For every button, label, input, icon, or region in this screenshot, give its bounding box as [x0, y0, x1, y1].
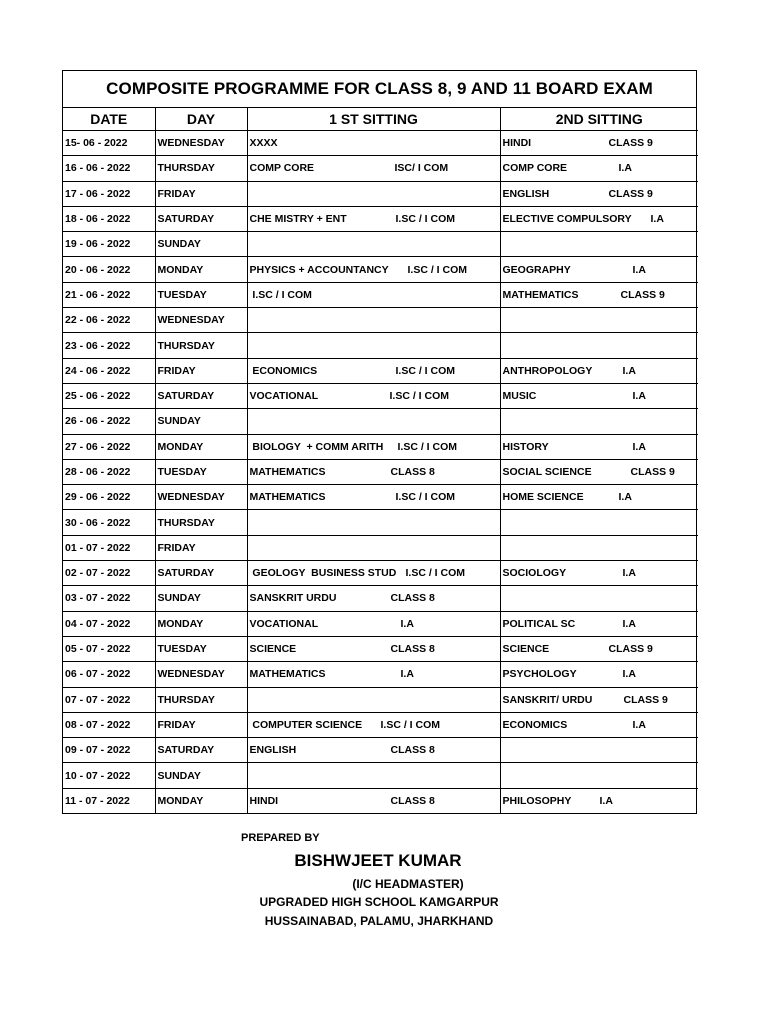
table-row — [63, 459, 698, 484]
first-sitting-group: CLASS 8 — [390, 643, 435, 656]
second-sitting-cell — [500, 257, 698, 282]
table-row — [63, 763, 698, 788]
date-cell: 19 - 06 - 2022 — [63, 232, 155, 257]
second-sitting-subject: COMP CORE — [502, 162, 568, 175]
first-sitting-cell — [247, 738, 500, 763]
first-sitting-subject: HINDI — [249, 794, 279, 807]
day-cell: WEDNESDAY — [155, 662, 247, 687]
first-sitting-group: I.A — [400, 617, 414, 630]
date-cell: 21 - 06 - 2022 — [63, 282, 155, 307]
second-sitting-group: I.A — [632, 718, 646, 731]
day-cell: MONDAY — [155, 611, 247, 636]
header-day: DAY — [155, 108, 247, 131]
first-sitting-subject: MATHEMATICS — [249, 668, 326, 681]
document-title: COMPOSITE PROGRAMME FOR CLASS 8, 9 AND 11 BOARD EXAM — [63, 71, 696, 108]
second-sitting-cell — [500, 206, 698, 231]
first-sitting-cell — [247, 712, 500, 737]
second-sitting-cell — [500, 788, 698, 813]
second-sitting-cell — [500, 232, 698, 257]
second-sitting-group: I.A — [622, 668, 636, 681]
first-sitting-subject: VOCATIONAL — [249, 390, 319, 403]
table-row — [63, 232, 698, 257]
first-sitting-cell — [247, 561, 500, 586]
day-cell: MONDAY — [155, 257, 247, 282]
first-sitting-cell — [247, 206, 500, 231]
date-cell: 26 - 06 - 2022 — [63, 409, 155, 434]
schedule-table — [63, 108, 698, 813]
day-cell: THURSDAY — [155, 687, 247, 712]
first-sitting-group: I.SC / I COM — [405, 567, 466, 580]
second-sitting-subject: HISTORY — [502, 440, 549, 453]
day-cell: TUESDAY — [155, 636, 247, 661]
date-cell: 28 - 06 - 2022 — [63, 459, 155, 484]
date-cell: 07 - 07 - 2022 — [63, 687, 155, 712]
day-cell: SUNDAY — [155, 409, 247, 434]
table-row — [63, 333, 698, 358]
second-sitting-group: I.A — [599, 794, 613, 807]
first-sitting-cell — [247, 434, 500, 459]
table-row — [63, 586, 698, 611]
second-sitting-cell — [500, 611, 698, 636]
second-sitting-cell — [500, 636, 698, 661]
first-sitting-subject: MATHEMATICS — [249, 466, 326, 478]
day-cell: THURSDAY — [155, 510, 247, 535]
table-row — [63, 788, 698, 813]
first-sitting-group: CLASS 8 — [390, 744, 435, 757]
first-sitting-cell — [247, 662, 500, 687]
second-sitting-group: I.A — [622, 567, 636, 580]
second-sitting-cell — [500, 712, 698, 737]
first-sitting-group: CLASS 8 — [390, 466, 435, 478]
second-sitting-cell — [500, 561, 698, 586]
header-date: DATE — [63, 108, 155, 131]
table-row — [63, 156, 698, 181]
second-sitting-cell — [500, 308, 698, 333]
table-row — [63, 535, 698, 560]
first-sitting-cell — [247, 383, 500, 408]
day-cell: FRIDAY — [155, 712, 247, 737]
table-row — [63, 687, 698, 712]
date-cell: 17 - 06 - 2022 — [63, 181, 155, 206]
date-cell: 24 - 06 - 2022 — [63, 358, 155, 383]
second-sitting-subject: POLITICAL SC — [502, 617, 576, 630]
first-sitting-cell — [247, 181, 500, 206]
first-sitting-cell — [247, 763, 500, 788]
first-sitting-subject: VOCATIONAL — [249, 617, 319, 630]
date-cell: 16 - 06 - 2022 — [63, 156, 155, 181]
second-sitting-subject: MUSIC — [502, 390, 537, 403]
second-sitting-subject: ANTHROPOLOGY — [502, 364, 593, 377]
table-row — [63, 308, 698, 333]
day-cell: SATURDAY — [155, 561, 247, 586]
second-sitting-group: CLASS 9 — [608, 187, 653, 200]
table-row — [63, 434, 698, 459]
second-sitting-group: I.A — [622, 364, 636, 377]
first-sitting-cell — [247, 687, 500, 712]
day-cell: SUNDAY — [155, 586, 247, 611]
second-sitting-group: CLASS 9 — [608, 643, 653, 656]
second-sitting-cell — [500, 181, 698, 206]
date-cell: 09 - 07 - 2022 — [63, 738, 155, 763]
first-sitting-subject: ECONOMICS — [249, 364, 318, 377]
day-cell: THURSDAY — [155, 333, 247, 358]
second-sitting-group: CLASS 9 — [623, 693, 668, 706]
header-first-sitting: 1 ST SITTING — [247, 108, 500, 131]
day-cell: WEDNESDAY — [155, 308, 247, 333]
first-sitting-subject: SCIENCE — [249, 643, 297, 656]
second-sitting-subject: ENGLISH — [502, 187, 550, 200]
first-sitting-subject: GEOLOGY BUSINESS STUD — [249, 567, 397, 580]
date-cell: 25 - 06 - 2022 — [63, 383, 155, 408]
second-sitting-group: I.A — [618, 491, 632, 504]
day-cell: SUNDAY — [155, 763, 247, 788]
first-sitting-cell — [247, 131, 500, 156]
table-row — [63, 206, 698, 231]
table-row — [63, 181, 698, 206]
header-second-sitting: 2ND SITTING — [500, 108, 698, 131]
preparer-name: BISHWJEET KUMAR — [294, 851, 462, 870]
second-sitting-group: I.A — [650, 213, 664, 226]
second-sitting-cell — [500, 333, 698, 358]
second-sitting-cell — [500, 763, 698, 788]
first-sitting-subject: I.SC / I COM — [249, 288, 312, 301]
second-sitting-cell — [500, 510, 698, 535]
second-sitting-subject: HOME SCIENCE — [502, 491, 584, 504]
first-sitting-subject: BIOLOGY + COMM ARITH — [249, 440, 384, 453]
second-sitting-cell — [500, 687, 698, 712]
table-row — [63, 611, 698, 636]
preparer-role: (I/C HEADMASTER) — [352, 877, 464, 891]
second-sitting-subject: SCIENCE — [502, 643, 550, 656]
first-sitting-subject: MATHEMATICS — [249, 491, 326, 504]
first-sitting-subject: CHE MISTRY + ENT — [249, 213, 347, 226]
first-sitting-group: I.SC / I COM — [407, 263, 468, 276]
date-cell: 11 - 07 - 2022 — [63, 788, 155, 813]
first-sitting-cell — [247, 409, 500, 434]
second-sitting-cell — [500, 535, 698, 560]
first-sitting-group: I.SC / I COM — [389, 390, 450, 403]
day-cell: SATURDAY — [155, 383, 247, 408]
table-row — [63, 257, 698, 282]
second-sitting-group: I.A — [618, 162, 632, 175]
first-sitting-cell — [247, 611, 500, 636]
first-sitting-cell — [247, 510, 500, 535]
table-row — [63, 738, 698, 763]
table-row — [63, 662, 698, 687]
date-cell: 02 - 07 - 2022 — [63, 561, 155, 586]
day-cell: WEDNESDAY — [155, 131, 247, 156]
first-sitting-group: I.SC / I COM — [380, 718, 441, 731]
first-sitting-group: I.SC / I COM — [395, 213, 456, 226]
first-sitting-cell — [247, 257, 500, 282]
day-cell: TUESDAY — [155, 459, 247, 484]
schedule-body — [63, 131, 698, 814]
first-sitting-cell — [247, 308, 500, 333]
second-sitting-cell — [500, 662, 698, 687]
second-sitting-cell — [500, 282, 698, 307]
day-cell: TUESDAY — [155, 282, 247, 307]
school-address: HUSSAINABAD, PALAMU, JHARKHAND — [264, 914, 494, 928]
second-sitting-cell — [500, 738, 698, 763]
school-name: UPGRADED HIGH SCHOOL KAMGARPUR — [259, 895, 499, 909]
date-cell: 20 - 06 - 2022 — [63, 257, 155, 282]
date-cell: 27 - 06 - 2022 — [63, 434, 155, 459]
first-sitting-subject: COMP CORE — [249, 162, 315, 175]
first-sitting-group: I.SC / I COM — [397, 440, 458, 453]
table-row — [63, 636, 698, 661]
table-row — [63, 485, 698, 510]
date-cell: 10 - 07 - 2022 — [63, 763, 155, 788]
first-sitting-cell — [247, 485, 500, 510]
second-sitting-subject: ECONOMICS — [502, 718, 568, 731]
second-sitting-cell — [500, 434, 698, 459]
header-row — [63, 108, 698, 131]
date-cell: 15- 06 - 2022 — [63, 131, 155, 156]
first-sitting-cell — [247, 586, 500, 611]
second-sitting-group: I.A — [632, 263, 646, 276]
second-sitting-subject: PSYCHOLOGY — [502, 668, 577, 681]
date-cell: 23 - 06 - 2022 — [63, 333, 155, 358]
second-sitting-subject: ELECTIVE COMPULSORY — [502, 213, 632, 226]
day-cell: THURSDAY — [155, 156, 247, 181]
first-sitting-cell — [247, 788, 500, 813]
first-sitting-group: ISC/ I COM — [394, 162, 449, 175]
first-sitting-group: I.SC / I COM — [395, 364, 456, 377]
day-cell: SATURDAY — [155, 206, 247, 231]
first-sitting-cell — [247, 636, 500, 661]
second-sitting-cell — [500, 459, 698, 484]
day-cell: FRIDAY — [155, 181, 247, 206]
date-cell: 08 - 07 - 2022 — [63, 712, 155, 737]
date-cell: 29 - 06 - 2022 — [63, 485, 155, 510]
first-sitting-subject: ENGLISH — [249, 744, 297, 757]
table-row — [63, 409, 698, 434]
second-sitting-subject: GEOGRAPHY — [502, 263, 571, 276]
day-cell: MONDAY — [155, 788, 247, 813]
second-sitting-subject: MATHEMATICS — [502, 288, 579, 301]
table-row — [63, 712, 698, 737]
table-row — [63, 131, 698, 156]
second-sitting-group: CLASS 9 — [608, 137, 653, 150]
date-cell: 18 - 06 - 2022 — [63, 206, 155, 231]
second-sitting-group: I.A — [622, 617, 636, 630]
second-sitting-cell — [500, 131, 698, 156]
second-sitting-cell — [500, 586, 698, 611]
table-row — [63, 383, 698, 408]
second-sitting-subject: SOCIAL SCIENCE — [502, 466, 592, 478]
table-row — [63, 510, 698, 535]
first-sitting-cell — [247, 232, 500, 257]
second-sitting-cell — [500, 358, 698, 383]
date-cell: 30 - 06 - 2022 — [63, 510, 155, 535]
day-cell: SATURDAY — [155, 738, 247, 763]
day-cell: WEDNESDAY — [155, 485, 247, 510]
first-sitting-subject: COMPUTER SCIENCE — [249, 718, 363, 731]
second-sitting-cell — [500, 485, 698, 510]
second-sitting-subject: SOCIOLOGY — [502, 567, 567, 580]
second-sitting-group: I.A — [632, 390, 646, 403]
table-row — [63, 358, 698, 383]
date-cell: 03 - 07 - 2022 — [63, 586, 155, 611]
day-cell: FRIDAY — [155, 358, 247, 383]
table-row — [63, 561, 698, 586]
first-sitting-group: CLASS 8 — [390, 592, 435, 605]
second-sitting-group: I.A — [632, 440, 646, 453]
date-cell: 22 - 06 - 2022 — [63, 308, 155, 333]
first-sitting-cell — [247, 535, 500, 560]
first-sitting-subject: SANSKRIT URDU — [249, 592, 337, 605]
date-cell: 06 - 07 - 2022 — [63, 662, 155, 687]
first-sitting-subject: PHYSICS + ACCOUNTANCY — [249, 263, 389, 276]
second-sitting-cell — [500, 383, 698, 408]
table-row — [63, 282, 698, 307]
day-cell: SUNDAY — [155, 232, 247, 257]
date-cell: 04 - 07 - 2022 — [63, 611, 155, 636]
second-sitting-group: CLASS 9 — [630, 466, 675, 478]
prepared-by-label: PREPARED BY — [241, 832, 320, 844]
day-cell: MONDAY — [155, 434, 247, 459]
date-cell: 01 - 07 - 2022 — [63, 535, 155, 560]
first-sitting-group: I.SC / I COM — [395, 491, 456, 504]
first-sitting-cell — [247, 282, 500, 307]
first-sitting-group: I.A — [400, 668, 414, 681]
second-sitting-subject: HINDI — [502, 137, 532, 150]
second-sitting-cell — [500, 409, 698, 434]
first-sitting-cell — [247, 333, 500, 358]
first-sitting-cell — [247, 459, 500, 484]
first-sitting-group: CLASS 8 — [390, 794, 435, 807]
first-sitting-cell — [247, 358, 500, 383]
exam-schedule-sheet — [62, 70, 697, 814]
second-sitting-subject: PHILOSOPHY — [502, 794, 572, 807]
date-cell: 05 - 07 - 2022 — [63, 636, 155, 661]
second-sitting-subject: SANSKRIT/ URDU — [502, 693, 593, 706]
second-sitting-group: CLASS 9 — [620, 288, 665, 301]
day-cell: FRIDAY — [155, 535, 247, 560]
first-sitting-subject: XXXX — [249, 137, 278, 150]
first-sitting-cell — [247, 156, 500, 181]
second-sitting-cell — [500, 156, 698, 181]
